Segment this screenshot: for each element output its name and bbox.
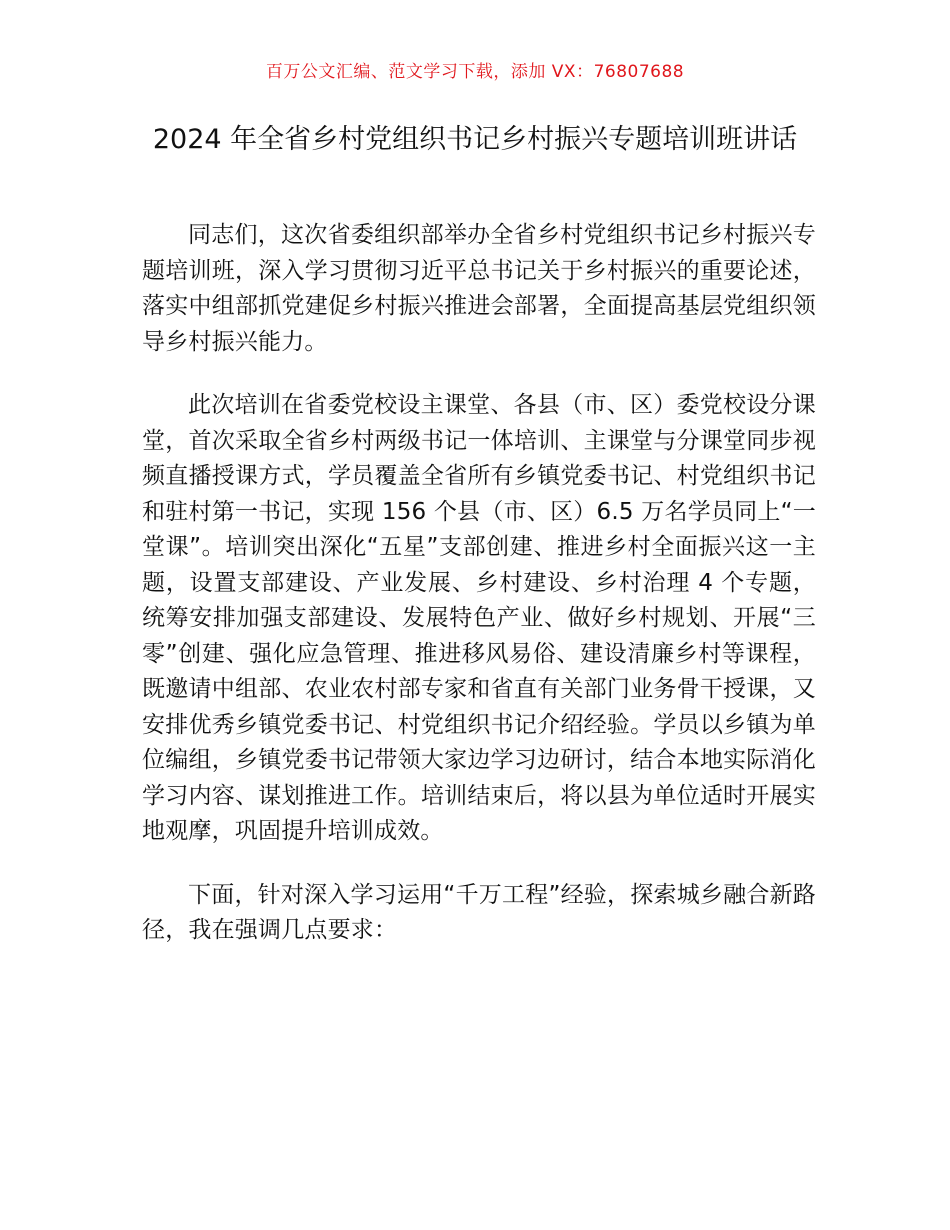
paragraph-2: 此次培训在省委党校设主课堂、各县（市、区）委党校设分课堂，首次采取全省乡村两级书记一体培训、主课堂与分课堂同步视频直播授课方式，学员覆盖全省所有乡镇党委书记、村党组织书记和驻村第一书记，实现 156 个县（市、区）6.5 万名学员同上“一堂课”。培训突出深化“五星”支部创建、推进乡村全面振兴这一主题，设置支部建设、产业发展、乡村建设、乡村治理 4 个专题，统筹安排加强支部建设、发展特色产业、做好乡村规划、开展“三零”创建、强化应急管理、推进移风易俗、建设清廉乡村等课程，既邀请中组部、农业农村部专家和省直有关部门业务骨干授课，又安排优秀乡镇党委书记、村党组织书记介绍经验。学员以乡镇为单位编组，乡镇党委书记带领大家边学习边研讨，结合本地实际消化学习内容、谋划推进工作。培训结束后，将以县为单位适时开展实地观摩，巩固提升培训成效。 <box>142 392 816 844</box>
document-title: 2024 年全省乡村党组织书记乡村振兴专题培训班讲话 <box>152 124 798 155</box>
paragraph-1: 同志们，这次省委组织部举办全省乡村党组织书记乡村振兴专题培训班，深入学习贯彻习近平总书记关于乡村振兴的重要论述，落实中组部抓党建促乡村振兴推进会部署，全面提高基层党组织领导乡村振兴能力。 <box>142 222 816 355</box>
header-note: 百万公文汇编、范文学习下载，添加 VX：76807688 <box>265 62 685 82</box>
paragraph-3: 下面，针对深入学习运用“千万工程”经验，探索城乡融合新路径，我在强调几点要求： <box>142 881 816 943</box>
document-body <box>142 218 816 977</box>
